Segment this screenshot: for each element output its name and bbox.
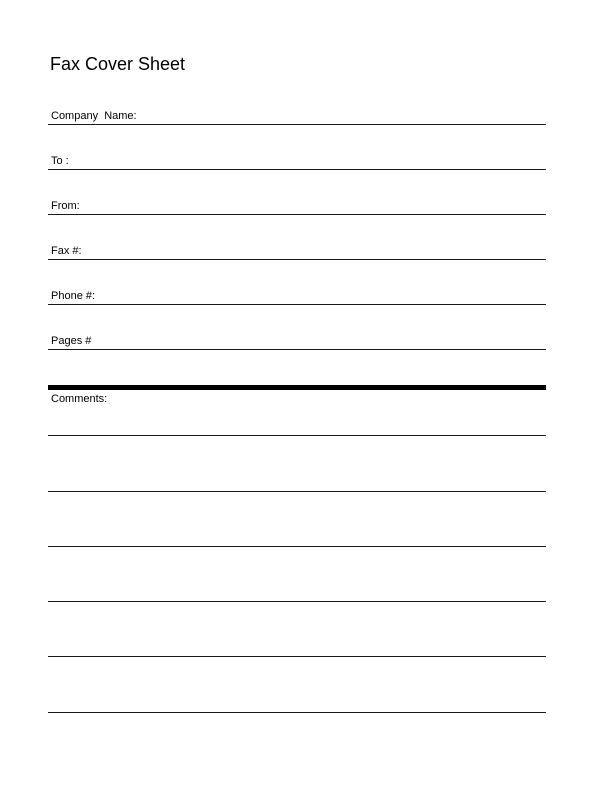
phone-number-label: Phone #: xyxy=(51,290,96,302)
section-divider xyxy=(48,385,546,390)
comment-line[interactable] xyxy=(48,712,546,713)
phone-number-field[interactable] xyxy=(48,280,546,305)
comment-line[interactable] xyxy=(48,601,546,602)
to-field[interactable] xyxy=(48,145,546,170)
pages-label: Pages # xyxy=(51,335,92,347)
comment-line[interactable] xyxy=(48,656,546,657)
pages-field[interactable] xyxy=(48,325,546,350)
company-name-field[interactable] xyxy=(48,100,546,125)
pages-line xyxy=(48,349,546,350)
comment-line[interactable] xyxy=(48,491,546,492)
from-label: From: xyxy=(51,200,80,212)
comments-label: Comments: xyxy=(51,393,108,405)
fax-number-label: Fax #: xyxy=(51,245,82,257)
phone-number-line xyxy=(48,304,546,305)
from-line xyxy=(48,214,546,215)
fax-number-field[interactable] xyxy=(48,235,546,260)
from-field[interactable] xyxy=(48,190,546,215)
document-title: Fax Cover Sheet xyxy=(50,54,186,74)
comment-line[interactable] xyxy=(48,435,546,436)
to-label: To : xyxy=(51,155,69,167)
company-name-label: Company Name: xyxy=(51,110,137,122)
comment-line[interactable] xyxy=(48,546,546,547)
to-line xyxy=(48,169,546,170)
fax-number-line xyxy=(48,259,546,260)
company-name-line xyxy=(48,124,546,125)
